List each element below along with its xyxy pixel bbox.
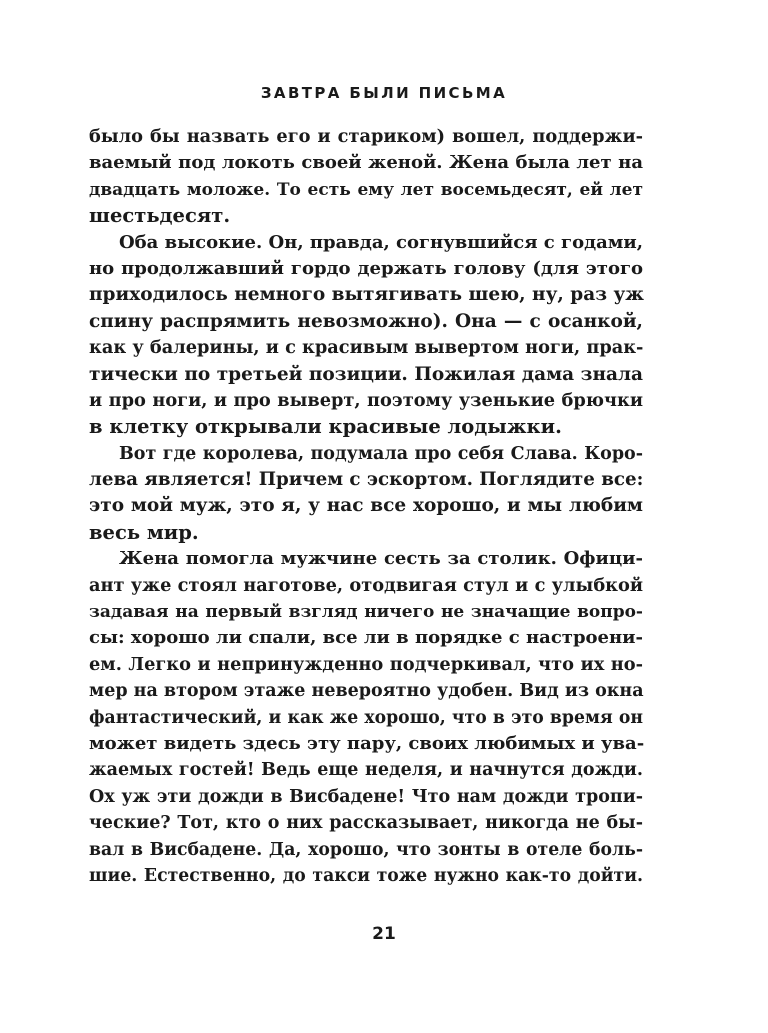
text-line: шие. Естественно, до такси тоже нужно как-то дойти. [89,865,643,886]
text-line: ем. Легко и непринужденно подчеркивал, что их но- [89,653,643,675]
text-line: ваемый под локоть своей женой. Жена была лет на [89,152,643,174]
text-line: сы: хорошо ли спали, все ли в порядке с настроени- [89,627,643,649]
text-line: Вот где королева, подумала про себя Слава. Коро- [119,443,643,464]
text-line: но продолжавший гордо держать голову (для этого [89,257,643,279]
text-line: это мой муж, это я, у нас все хорошо, и мы любим [89,495,643,517]
text-line: спину распрямить невозможно). Она — с осанкой, [89,310,643,332]
text-line: Оба высокие. Он, правда, согнувшийся с годами, [119,231,643,253]
text-line: было бы назвать его и стариком) вошел, поддержи- [89,126,643,147]
paragraph-2 [89,230,643,441]
text-line: фантастический, и как же хорошо, что в это время он [89,707,643,728]
text-line: задавая на первый взгляд ничего не значащие вопро- [89,602,643,623]
text-line: и про ноги, и про выверт, поэтому узенькие брючки [89,389,643,411]
text-line: может видеть здесь эту пару, своих любимых и ува- [89,732,645,754]
text-line: приходилось немного вытягивать шею, ну, раз уж [89,284,644,306]
text-line: как у балерины, и с красивым вывертом ноги, прак- [89,337,644,359]
text-line: в клетку открывали красивые лодыжки. [89,415,562,439]
text-line: Жена помогла мужчине сесть за столик. Офици- [119,548,643,570]
body-text [89,124,643,889]
text-line: мер на втором этаже невероятно удобен. Вид из окна [89,681,644,702]
text-line: тически по третьей позиции. Пожилая дама знала [89,363,643,385]
text-line: весь мир. [89,520,199,544]
paragraph-3 [89,441,643,547]
text-line: шестьдесят. [89,204,231,228]
text-line: ант уже стоял наготове, отодвигая стул и с улыбкой [89,574,643,596]
text-line: ческие? Тот, кто о них рассказывает, никогда не бы- [89,813,643,834]
text-line: Ох уж эти дожди в Висбадене! Что нам дожди тропи- [89,786,643,807]
text-line: двадцать моложе. То есть ему лет восемьдесят, ей лет [89,179,643,200]
text-line: жаемых гостей! Ведь еще неделя, и начнутся дожди. [89,760,643,781]
text-line: вал в Висбадене. Да, хорошо, что зонты в отеле боль- [89,839,643,860]
paragraph-1 [89,124,643,230]
paragraph-4 [89,546,643,889]
page-number: 21 [372,924,396,944]
text-line: лева является! Причем с эскортом. Поглядите все: [89,469,644,491]
running-head: ЗАВТРА БЫЛИ ПИСЬМА [260,84,508,102]
